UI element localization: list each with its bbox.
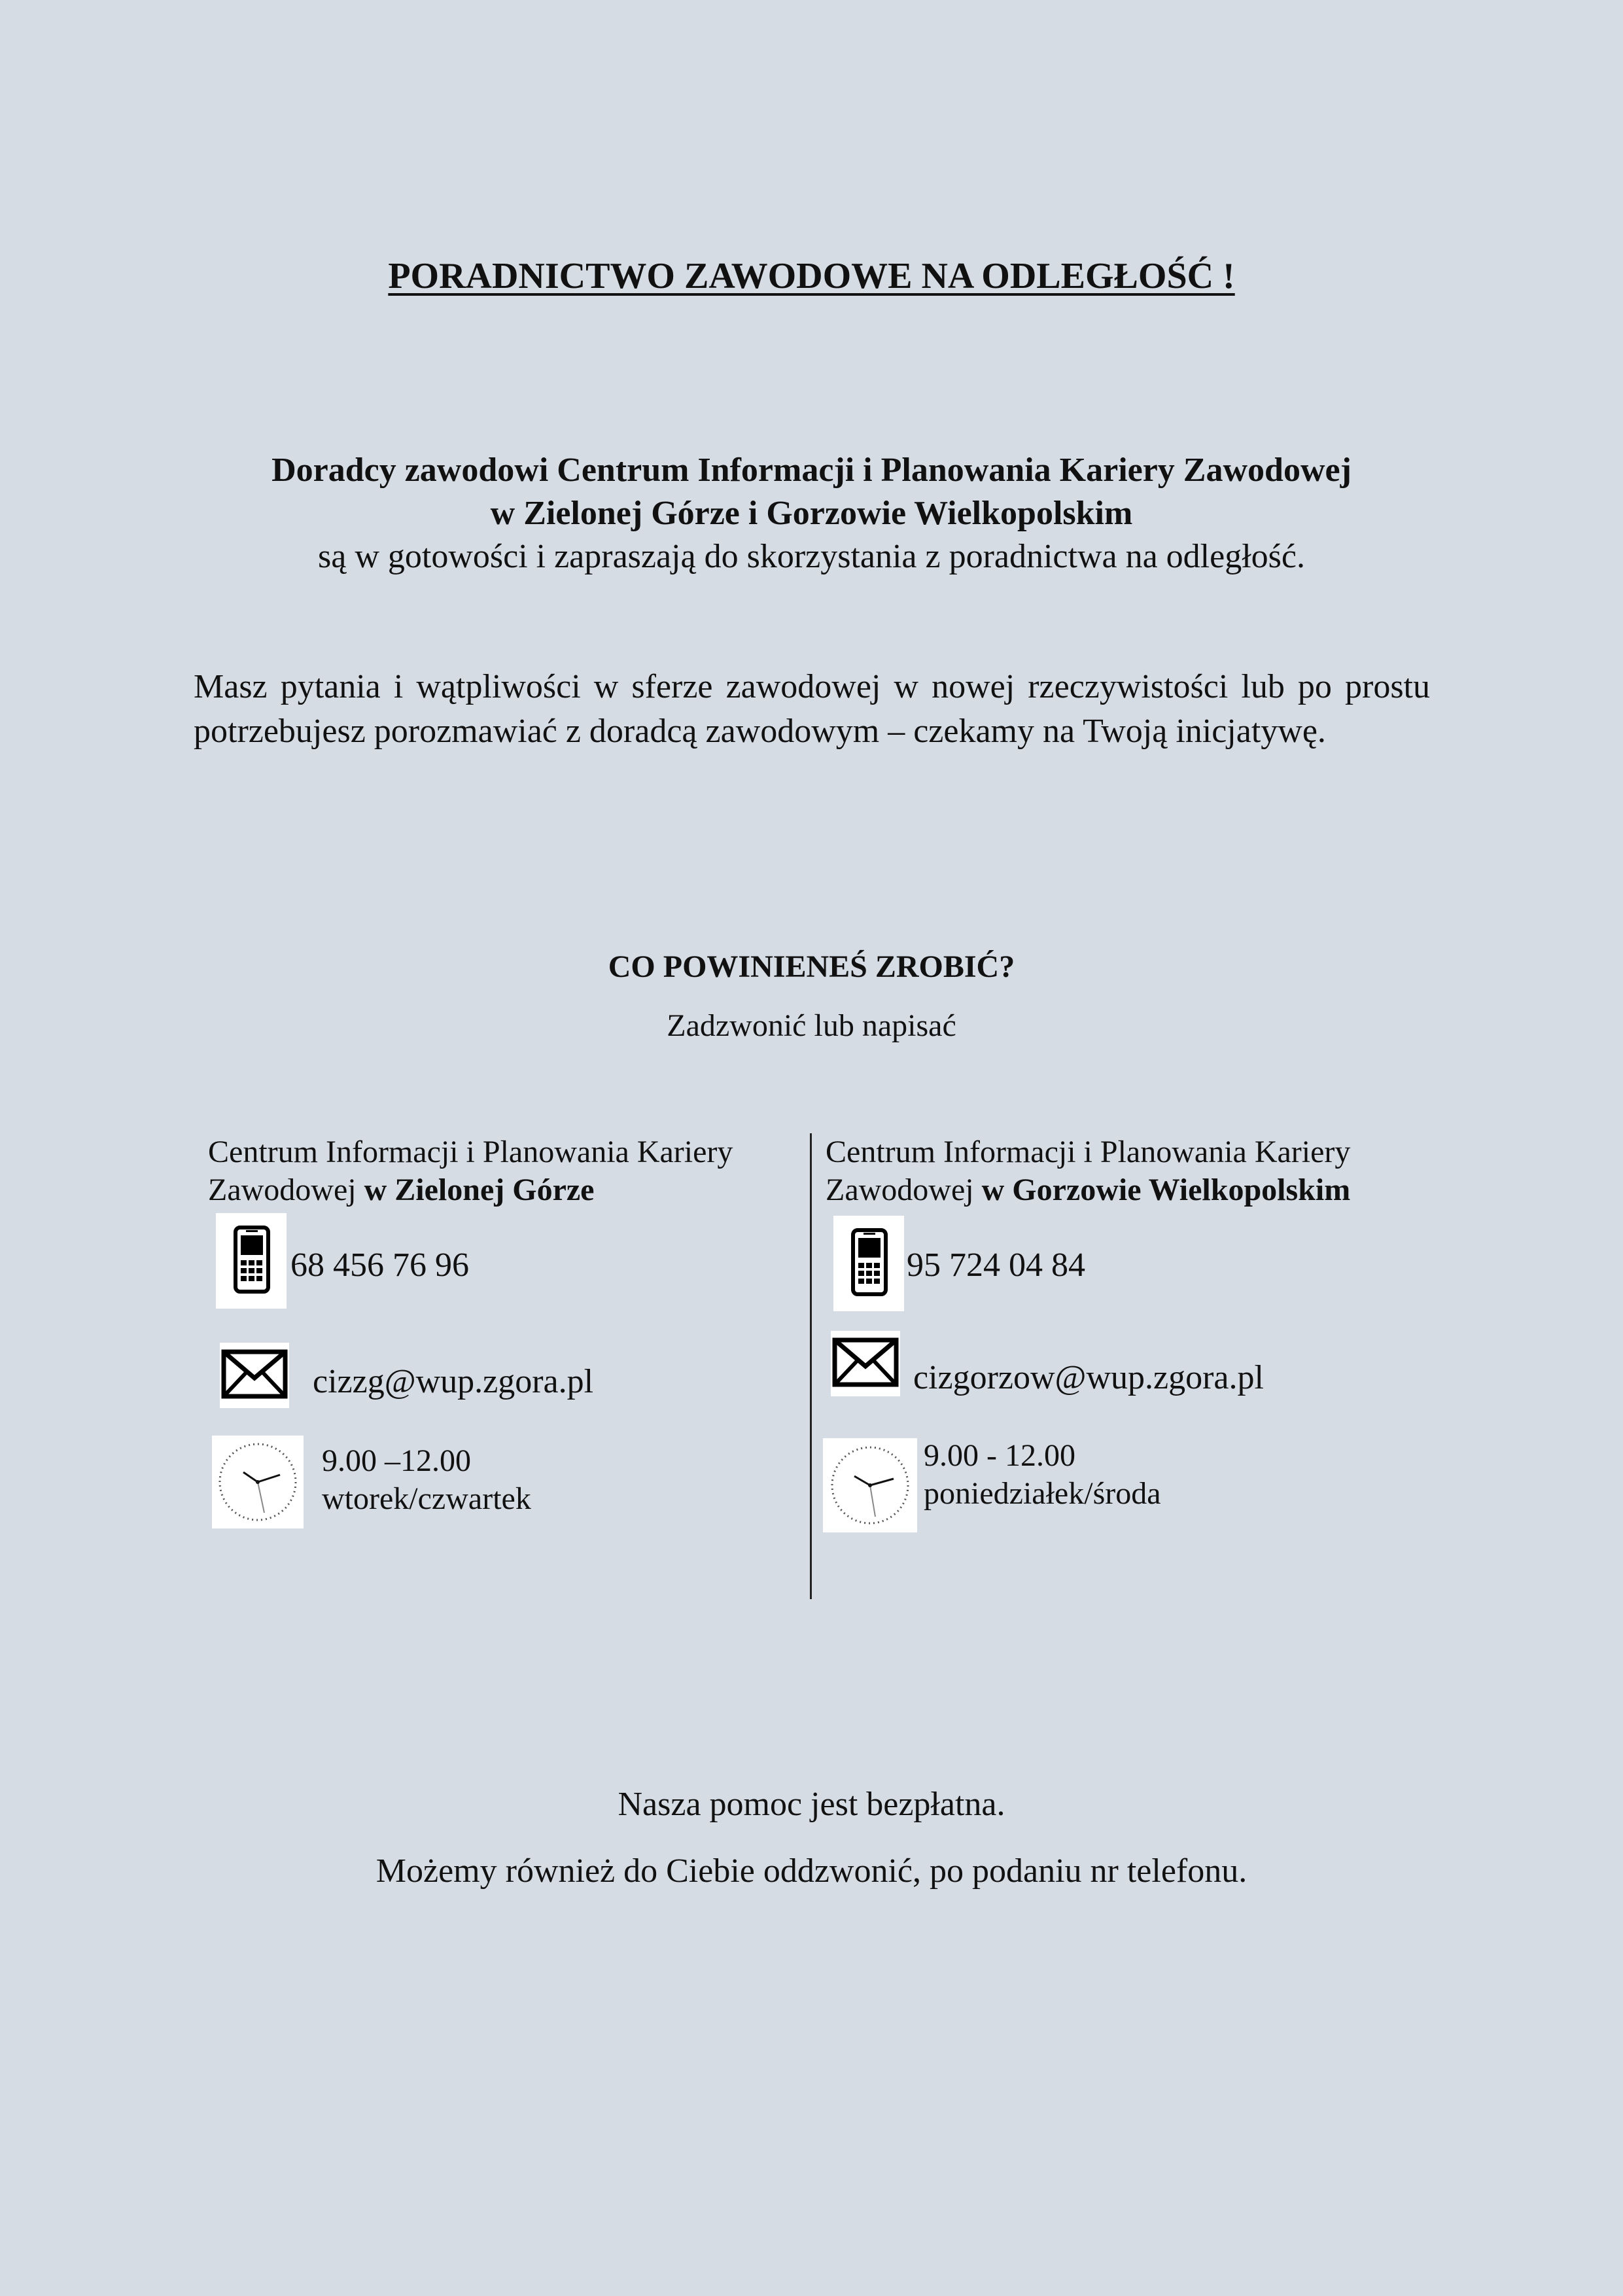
intro-line-2: w Zielonej Górze i Gorzowie Wielkopolskim xyxy=(490,495,1133,532)
hours-time: 9.00 - 12.00 xyxy=(924,1438,1075,1473)
office-gorzow-email[interactable]: cizgorzow@wup.zgora.pl xyxy=(913,1359,1264,1396)
intro-line-1: Doradcy zawodowi Centrum Informacji i Planowania Kariery Zawodowej xyxy=(271,451,1352,489)
question-paragraph: Masz pytania i wątpliwości w sferze zawodowej w nowej rzeczywistości lub po prostu potrzebujesz porozmawiać z doradcą zawodowym – czekamy na Twoją inicjatywę. xyxy=(194,668,1430,750)
hours-time: 9.00 –12.00 xyxy=(322,1443,471,1478)
envelope-icon xyxy=(831,1331,900,1396)
hours-days: poniedziałek/środa xyxy=(924,1476,1161,1511)
office-name-prefix: Zawodowej xyxy=(208,1173,364,1207)
intro-line-3: są w gotowości i zapraszają do skorzystania z poradnictwa na odległość. xyxy=(318,538,1305,575)
office-name-line: Centrum Informacji i Planowania Kariery xyxy=(208,1135,733,1169)
office-name-line: Centrum Informacji i Planowania Kariery xyxy=(826,1135,1351,1169)
office-zielona-gora-title xyxy=(208,1133,733,1209)
office-city: w Gorzowie Wielkopolskim xyxy=(981,1173,1351,1207)
mobile-phone-icon xyxy=(833,1216,904,1311)
office-zielona-gora-hours xyxy=(322,1442,531,1518)
office-city: w Zielonej Górze xyxy=(364,1173,595,1207)
office-name-line-2 xyxy=(208,1171,733,1209)
mobile-phone-icon xyxy=(216,1213,287,1309)
office-zielona-gora-phone[interactable]: 68 456 76 96 xyxy=(290,1246,469,1284)
clock-icon xyxy=(823,1438,917,1532)
what-to-do-heading: CO POWINIENEŚ ZROBIĆ? xyxy=(608,949,1015,984)
intro-block xyxy=(0,449,1623,578)
clock-icon xyxy=(212,1436,304,1528)
page-title: PORADNICTWO ZAWODOWE NA ODLEGŁOŚĆ ! xyxy=(388,256,1235,296)
office-gorzow-phone[interactable]: 95 724 04 84 xyxy=(907,1246,1085,1284)
callback-note: Możemy również do Ciebie oddzwonić, po podaniu nr telefonu. xyxy=(375,1852,1248,1890)
hours-days: wtorek/czwartek xyxy=(322,1481,531,1516)
office-name-line-2 xyxy=(826,1171,1350,1209)
office-zielona-gora-email[interactable]: cizzg@wup.zgora.pl xyxy=(313,1363,594,1400)
office-gorzow-hours xyxy=(924,1437,1161,1513)
what-to-do-subheading: Zadzwonić lub napisać xyxy=(667,1008,956,1043)
column-divider xyxy=(810,1133,812,1599)
office-name-prefix: Zawodowej xyxy=(826,1173,982,1207)
free-help-note: Nasza pomoc jest bezpłatna. xyxy=(618,1786,1005,1823)
envelope-icon xyxy=(220,1343,289,1408)
office-gorzow-title xyxy=(826,1133,1350,1209)
